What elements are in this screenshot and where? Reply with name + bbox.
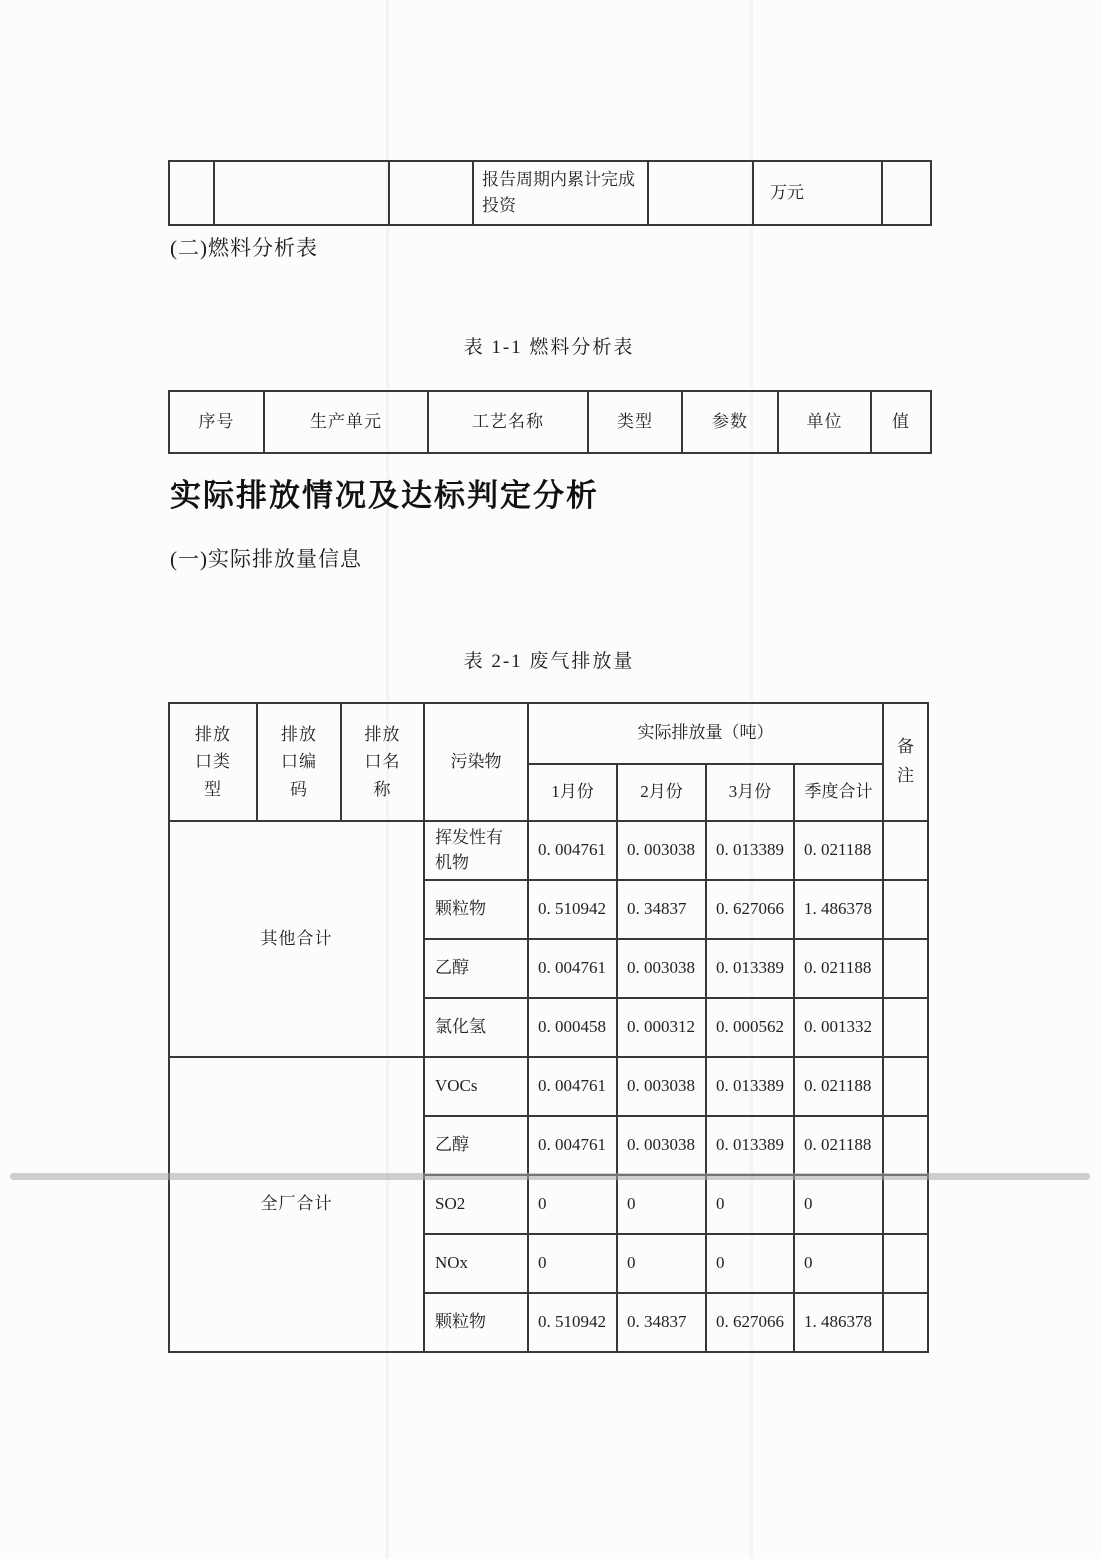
outlet-type-label: 排放口类型 xyxy=(195,725,231,799)
value-quarter: 0 xyxy=(794,1234,883,1293)
emission-header-outlet-name xyxy=(341,703,424,821)
fuel-table-header-row xyxy=(169,391,931,453)
pollutant-text: 挥发性有机物 xyxy=(435,827,503,873)
investment-cell-empty-4 xyxy=(882,161,931,225)
value-month2: 0 xyxy=(617,1175,706,1234)
fuel-header-seq: 序号 xyxy=(169,391,264,453)
pollutant-name: 乙醇 xyxy=(424,939,528,998)
fuel-table-caption: 表 1-1 燃料分析表 xyxy=(463,337,635,358)
value-month1: 0. 510942 xyxy=(528,880,617,939)
value-month1: 0. 004761 xyxy=(528,1116,617,1175)
emission-header-month1: 1月份 xyxy=(528,764,617,821)
value-month3: 0. 013389 xyxy=(706,1116,794,1175)
remark-cell xyxy=(883,1057,928,1116)
remark-cell xyxy=(883,939,928,998)
emission-header-actual: 实际排放量（吨） xyxy=(528,703,883,764)
emission-table xyxy=(168,702,929,1353)
remark-cell xyxy=(883,1116,928,1175)
remark-cell xyxy=(883,821,928,880)
pollutant-name: 氯化氢 xyxy=(424,998,528,1057)
value-quarter: 0. 021188 xyxy=(794,1116,883,1175)
investment-table-row xyxy=(169,161,931,225)
value-month2: 0 xyxy=(617,1234,706,1293)
investment-table xyxy=(168,160,932,226)
value-month2: 0. 003038 xyxy=(617,939,706,998)
emission-header-quarter: 季度合计 xyxy=(794,764,883,821)
value-month3: 0. 013389 xyxy=(706,1057,794,1116)
value-month1: 0. 000458 xyxy=(528,998,617,1057)
emission-section-label: (一)实际排放量信息 xyxy=(170,547,362,571)
value-month2: 0. 003038 xyxy=(617,1116,706,1175)
value-month3: 0 xyxy=(706,1234,794,1293)
emission-table-caption: 表 2-1 废气排放量 xyxy=(463,651,635,672)
value-month1: 0. 510942 xyxy=(528,1293,617,1352)
value-quarter: 0 xyxy=(794,1175,883,1234)
remark-cell xyxy=(883,998,928,1057)
scan-artifact-band xyxy=(10,1173,1090,1180)
fuel-header-param: 参数 xyxy=(682,391,778,453)
investment-cell-empty-3 xyxy=(389,161,473,225)
remark-cell xyxy=(883,880,928,939)
value-month1: 0. 004761 xyxy=(528,939,617,998)
remark-cell xyxy=(883,1175,928,1234)
fuel-section-label: (二)燃料分析表 xyxy=(170,236,318,260)
value-month2: 0. 000312 xyxy=(617,998,706,1057)
investment-label-cell: 报告周期内累计完成投资 xyxy=(473,161,648,225)
investment-value-cell xyxy=(648,161,753,225)
pollutant-name xyxy=(424,821,528,880)
value-month2: 0. 34837 xyxy=(617,880,706,939)
value-month1: 0. 004761 xyxy=(528,821,617,880)
pollutant-name: 乙醇 xyxy=(424,1116,528,1175)
value-quarter: 0. 021188 xyxy=(794,821,883,880)
value-month3: 0. 013389 xyxy=(706,939,794,998)
outlet-code-label: 排放口编码 xyxy=(281,725,317,799)
emission-header-month3: 3月份 xyxy=(706,764,794,821)
table-row xyxy=(169,821,928,880)
value-month3: 0. 627066 xyxy=(706,1293,794,1352)
value-month2: 0. 003038 xyxy=(617,1057,706,1116)
value-month1: 0 xyxy=(528,1234,617,1293)
value-quarter: 0. 021188 xyxy=(794,1057,883,1116)
value-month3: 0 xyxy=(706,1175,794,1234)
table-row xyxy=(169,1057,928,1116)
fuel-header-value: 值 xyxy=(871,391,931,453)
pollutant-name: NOx xyxy=(424,1234,528,1293)
fuel-analysis-table xyxy=(168,390,932,454)
value-month2: 0. 34837 xyxy=(617,1293,706,1352)
remark-cell xyxy=(883,1234,928,1293)
value-quarter: 0. 001332 xyxy=(794,998,883,1057)
value-month1: 0. 004761 xyxy=(528,1057,617,1116)
pollutant-name: 颗粒物 xyxy=(424,880,528,939)
pollutant-name: SO2 xyxy=(424,1175,528,1234)
group-label-plant-total: 全厂合计 xyxy=(169,1057,424,1352)
emission-header-outlet-type xyxy=(169,703,257,821)
pollutant-name: VOCs xyxy=(424,1057,528,1116)
remark-cell xyxy=(883,1293,928,1352)
emission-header-remark xyxy=(883,703,928,821)
fuel-header-unit: 生产单元 xyxy=(264,391,428,453)
value-month3: 0. 627066 xyxy=(706,880,794,939)
outlet-name-label: 排放口名称 xyxy=(364,725,401,799)
pollutant-name: 颗粒物 xyxy=(424,1293,528,1352)
group-label-other-total: 其他合计 xyxy=(169,821,424,1057)
main-heading: 实际排放情况及达标判定分析 xyxy=(170,478,599,513)
emission-header-pollutant: 污染物 xyxy=(424,703,528,821)
value-month3: 0. 000562 xyxy=(706,998,794,1057)
fuel-header-process: 工艺名称 xyxy=(428,391,588,453)
emission-header-outlet-code xyxy=(257,703,341,821)
fuel-header-type: 类型 xyxy=(588,391,682,453)
value-quarter: 1. 486378 xyxy=(794,880,883,939)
value-quarter: 0. 021188 xyxy=(794,939,883,998)
emission-header-month2: 2月份 xyxy=(617,764,706,821)
value-quarter: 1. 486378 xyxy=(794,1293,883,1352)
investment-cell-empty-2 xyxy=(214,161,389,225)
value-month1: 0 xyxy=(528,1175,617,1234)
emission-header-row-1 xyxy=(169,703,928,764)
remark-label: 备注 xyxy=(896,737,914,785)
fuel-header-measure: 单位 xyxy=(778,391,871,453)
value-month3: 0. 013389 xyxy=(706,821,794,880)
value-month2: 0. 003038 xyxy=(617,821,706,880)
investment-unit-cell: 万元 xyxy=(753,161,882,225)
investment-cell-empty-1 xyxy=(169,161,214,225)
